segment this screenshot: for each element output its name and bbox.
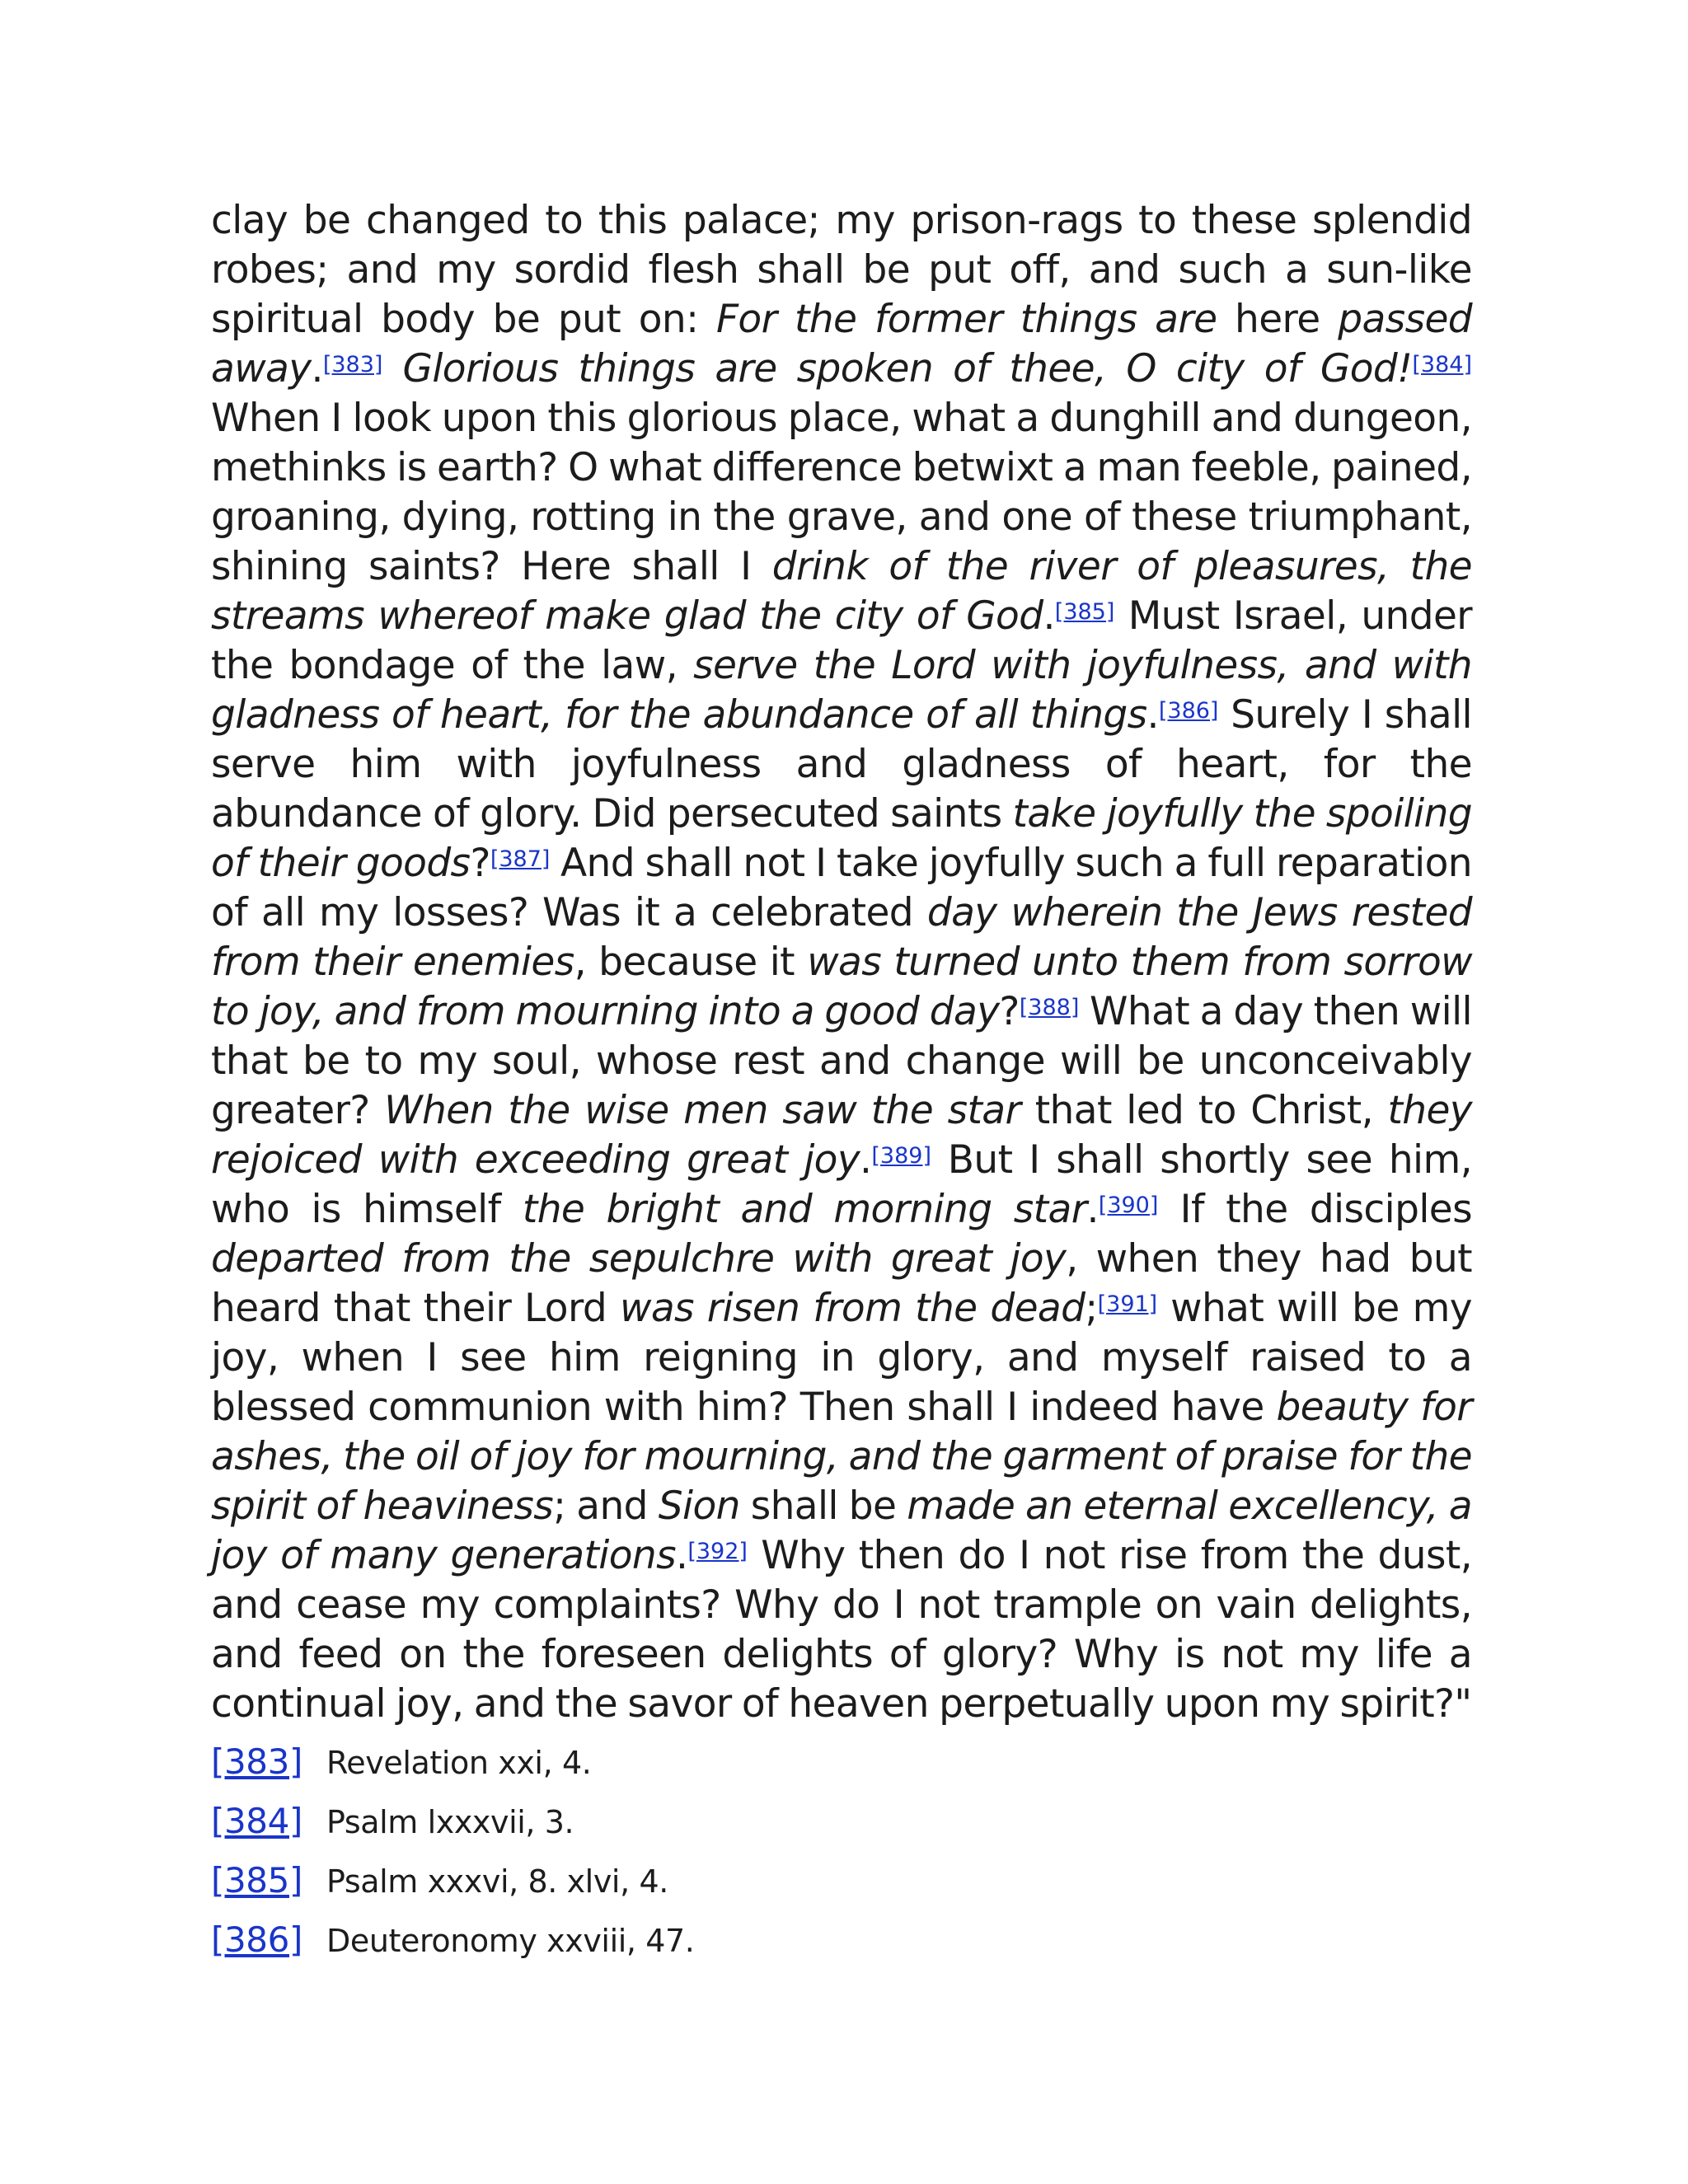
italic-quote: take joyfully the spoiling of their goods [211,791,1472,886]
italic-quote: day wherein the Jews rested from their enemies [211,890,1472,985]
italic-quote: passed away [211,297,1473,391]
text-run: clay be changed to this palace; my prison-rags to these splendid robes; and my sordid flesh shall be put off, and such a sun-like spiritual body be put on: [211,198,1472,342]
text-run: . [675,1533,688,1578]
text-run: that led to Christ, [1020,1088,1388,1133]
italic-quote: serve the Lord with joyfulness, and with gladness of heart, for the abundance of all things [211,643,1472,738]
text-run: . [860,1137,872,1183]
footnote-text: Deuteronomy xxviii, 47. [326,1923,695,1959]
footnote-item [211,1920,1472,1961]
text-run: Must Israel, under the bondage of the law, [211,593,1472,688]
text-run: here [1217,297,1339,342]
footnote-text: Psalm lxxxvii, 3. [326,1804,574,1840]
text-run: If the disciples [1158,1187,1472,1232]
footnote-ref-385[interactable]: [385] [1054,599,1115,625]
body-paragraph [211,196,1472,1729]
text-run: When I look upon this glorious place, what a dunghill and dungeon, methinks is earth? O what difference betwixt a man feeble, pained, groaning, dying, rotting in the grave, and one of these triumphant, shining saints? Here shall I [211,396,1472,589]
footnote-ref-391[interactable]: [391] [1097,1291,1158,1317]
footnote-backlink-383[interactable]: [383] [211,1741,302,1782]
text-run: . [1146,692,1159,738]
footnotes [211,1742,1472,1961]
footnote-backlink-385[interactable]: [385] [211,1860,302,1900]
italic-quote: Glorious things are spoken of thee, O city of God! [402,346,1413,391]
italic-quote: departed from the sepulchre with great joy [211,1236,1067,1282]
footnote-backlink-386[interactable]: [386] [211,1919,302,1960]
footnote-item [211,1861,1472,1901]
italic-quote: the bright and morning star [522,1187,1087,1232]
italic-quote: beauty for ashes, the oil of joy for mourning, and the garment of praise for the spirit of heaviness [211,1385,1472,1529]
footnote-item [211,1802,1472,1842]
italic-quote: they rejoiced with exceeding great joy [211,1088,1472,1183]
text-run: What a day then will that be to my soul, whose rest and change will be unconceivably greater? [211,989,1472,1133]
italic-quote: made an eternal excellency, a joy of many generations [211,1483,1472,1578]
text-run: , when they had but heard that their Lord [211,1236,1473,1331]
footnote-ref-383[interactable]: [383] [322,352,383,377]
footnote-ref-390[interactable]: [390] [1098,1193,1159,1218]
footnote-ref-389[interactable]: [389] [871,1143,931,1169]
text-run [382,346,402,391]
text-run: But I shall shortly see him, who is himself [211,1137,1472,1232]
footnote-ref-386[interactable]: [386] [1158,698,1219,724]
italic-quote: Sion [658,1483,740,1529]
footnote-item [211,1742,1472,1783]
footnote-ref-387[interactable]: [387] [490,846,551,872]
italic-quote: When the wise men saw the star [384,1088,1021,1133]
footnote-ref-388[interactable]: [388] [1019,995,1080,1020]
text-run: . [1086,1187,1099,1232]
footnote-text: Psalm xxxvi, 8. xlvi, 4. [326,1863,668,1900]
text-run: Surely I shall serve him with joyfulness and gladness of heart, for the abundance of glory. Did persecuted saints [211,692,1472,837]
text-run: ? [999,989,1020,1034]
footnote-backlink-384[interactable]: [384] [211,1801,302,1841]
italic-quote: was risen from the dead [619,1286,1085,1331]
text-run: . [311,346,323,391]
italic-quote: was turned unto them from sorrow to joy, and from mourning into a good day [211,940,1472,1034]
text-run: ; [1085,1286,1098,1331]
page [211,196,1472,1980]
footnote-text: Revelation xxi, 4. [326,1745,592,1781]
italic-quote: For the former things are [716,297,1217,342]
text-run: what will be my joy, when I see him reigning in glory, and myself raised to a blessed communion with him? Then shall I indeed have [211,1286,1472,1430]
footnote-ref-392[interactable]: [392] [687,1539,748,1564]
footnote-ref-384[interactable]: [384] [1412,352,1472,377]
text-run: , because it [574,940,808,985]
italic-quote: drink of the river of pleasures, the streams whereof make glad the city of God [211,544,1472,639]
text-run: shall be [739,1483,907,1529]
text-run: Why then do I not rise from the dust, and cease my complaints? Why do I not trample on vain delights, and feed on the foreseen delights of glory? Why is not my life a continual joy, and the savor of heaven perpetually upon my spirit?" [211,1533,1472,1727]
text-run: . [1043,593,1055,639]
text-run: ; and [553,1483,659,1529]
text-run: ? [470,841,490,886]
text-run: And shall not I take joyfully such a full reparation of all my losses? Was it a celebrated [211,841,1472,935]
